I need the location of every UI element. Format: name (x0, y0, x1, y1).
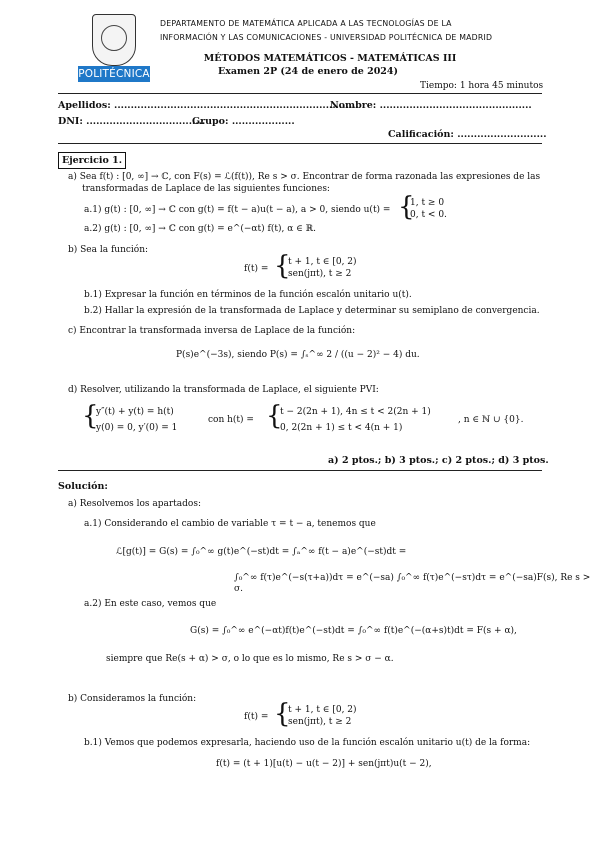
grupo-field[interactable]: Grupo: ................... (192, 116, 295, 127)
solution-a2-eq: G(s) = ∫₀^∞ e^(−αt)f(t)e^(−st)dt = ∫₀^∞ f(t)e^(−(α+s)t)dt = F(s + α), (190, 626, 517, 636)
exercise-d-case2: 0, 2(2n + 1) ≤ t < 4(n + 1) (280, 423, 403, 433)
dept-line-2: INFORMACIÓN Y LAS COMUNICACIONES - UNIVERSIDAD POLITÉCNICA DE MADRID (160, 33, 493, 42)
fields-divider (58, 143, 542, 144)
dept-line-1: DEPARTAMENTO DE MATEMÁTICA APLICADA A LAS TECNOLOGÍAS DE LA (160, 19, 452, 28)
solution-b1-eq: f(t) = (t + 1)[u(t) − u(t − 2)] + sen(jπt)u(t − 2), (216, 759, 432, 769)
dni-field[interactable]: DNI: .................................... (58, 116, 206, 127)
solution-b-lhs: f(t) = (244, 712, 269, 722)
brace-icon: { (274, 251, 291, 281)
exercise-b-case1: t + 1, t ∈ [0, 2) (288, 257, 357, 267)
brace-icon: { (274, 699, 291, 729)
exercise-d-eq2: y(0) = 0, y′(0) = 1 (96, 423, 178, 433)
solution-a: a) Resolvemos los apartados: (68, 499, 201, 509)
crest-icon (92, 14, 136, 66)
department-heading (160, 17, 540, 45)
brace-icon: { (266, 401, 283, 431)
header-divider (58, 93, 542, 94)
politecnica-band: POLITÉCNICA (78, 68, 150, 80)
solution-b1: b.1) Vemos que podemos expresarla, haciendo uso de la función escalón unitario u(t) de la forma: (84, 738, 531, 748)
exercise-b2: b.2) Hallar la expresión de la transformada de Laplace y determinar su semiplano de convergencia. (84, 306, 540, 316)
solution-a2-tail: siempre que Re(s + α) > σ, o lo que es lo mismo, Re s > σ − α. (106, 654, 394, 664)
course-title: MÉTODOS MATEMÁTICOS - MATEMÁTICAS III (203, 53, 457, 64)
brace-icon: { (398, 192, 415, 222)
solution-b: b) Consideramos la función: (68, 694, 197, 704)
upm-logo (78, 14, 150, 84)
exercise-a2: a.2) g(t) : [0, ∞] → ℂ con g(t) = e^(−αt) f(t), α ∈ ℝ. (84, 224, 316, 234)
exercise-divider (58, 470, 542, 471)
calificacion-field[interactable]: Calificación: ........................... (388, 129, 547, 140)
solution-a1-eq2: ∫₀^∞ f(τ)e^(−s(τ+a))dτ = e^(−sa) ∫₀^∞ f(τ)e^(−sτ)dτ = e^(−sa)F(s), Re s > σ. (234, 573, 591, 595)
solution-b-case1: t + 1, t ∈ [0, 2) (288, 705, 357, 715)
exercise-c-equation: P(s)e^(−3s), siendo P(s) = ∫ₛ^∞ 2 / ((u − 2)² − 4) du. (176, 350, 420, 360)
exercise-title: Ejercicio 1. (58, 152, 126, 169)
points-line: a) 2 ptos.; b) 3 ptos.; c) 2 ptos.; d) 3 ptos. (328, 455, 549, 466)
solution-a2: a.2) En este caso, vemos que (84, 599, 217, 609)
exercise-d-con: con h(t) = (208, 415, 254, 425)
exercise-d-tail: , n ∈ ℕ ∪ {0}. (458, 415, 524, 425)
solution-a1-eq1: ℒ[g(t)] = G(s) = ∫₀^∞ g(t)e^(−st)dt = ∫ₐ^∞ f(t − a)e^(−st)dt = (116, 547, 407, 557)
apellidos-field[interactable]: Apellidos: .......................................................................... (58, 100, 359, 111)
exercise-a1: a.1) g(t) : [0, ∞] → ℂ con g(t) = f(t − a)u(t − a), a > 0, siendo u(t) = (84, 205, 391, 215)
time-limit: Tiempo: 1 hora 45 minutos (420, 81, 544, 91)
exercise-d: d) Resolver, utilizando la transformada de Laplace, el siguiente PVI: (68, 385, 379, 395)
exercise-a1-case1: 1, t ≥ 0 (410, 198, 445, 208)
exercise-a1-case2: 0, t < 0. (410, 210, 447, 220)
brace-icon: { (82, 401, 99, 431)
exam-title: Examen 2P (24 de enero de 2024) (218, 66, 399, 77)
exercise-a-line1: a) Sea f(t) : [0, ∞] → ℂ, con F(s) = ℒ(f(t)), Re s > σ. Encontrar de forma razonada las expresiones de las (68, 172, 541, 182)
exercise-b-case2: sen(jπt), t ≥ 2 (288, 269, 352, 279)
exercise-b-lhs: f(t) = (244, 264, 269, 274)
nombre-field[interactable]: Nombre: .............................................. (330, 100, 532, 111)
exercise-c: c) Encontrar la transformada inversa de Laplace de la función: (68, 326, 356, 336)
solution-a1: a.1) Considerando el cambio de variable τ = t − a, tenemos que (84, 519, 376, 529)
exercise-d-case1: t − 2(2n + 1), 4n ≤ t < 2(2n + 1) (280, 407, 431, 417)
exercise-d-eq1: y″(t) + y(t) = h(t) (96, 407, 174, 417)
solution-b-case2: sen(jπt), t ≥ 2 (288, 717, 352, 727)
exercise-b1: b.1) Expresar la función en términos de la función escalón unitario u(t). (84, 290, 412, 300)
solution-title: Solución: (58, 481, 108, 492)
exercise-a-line2: transformadas de Laplace de las siguientes funciones: (82, 184, 330, 194)
exercise-b: b) Sea la función: (68, 245, 149, 255)
